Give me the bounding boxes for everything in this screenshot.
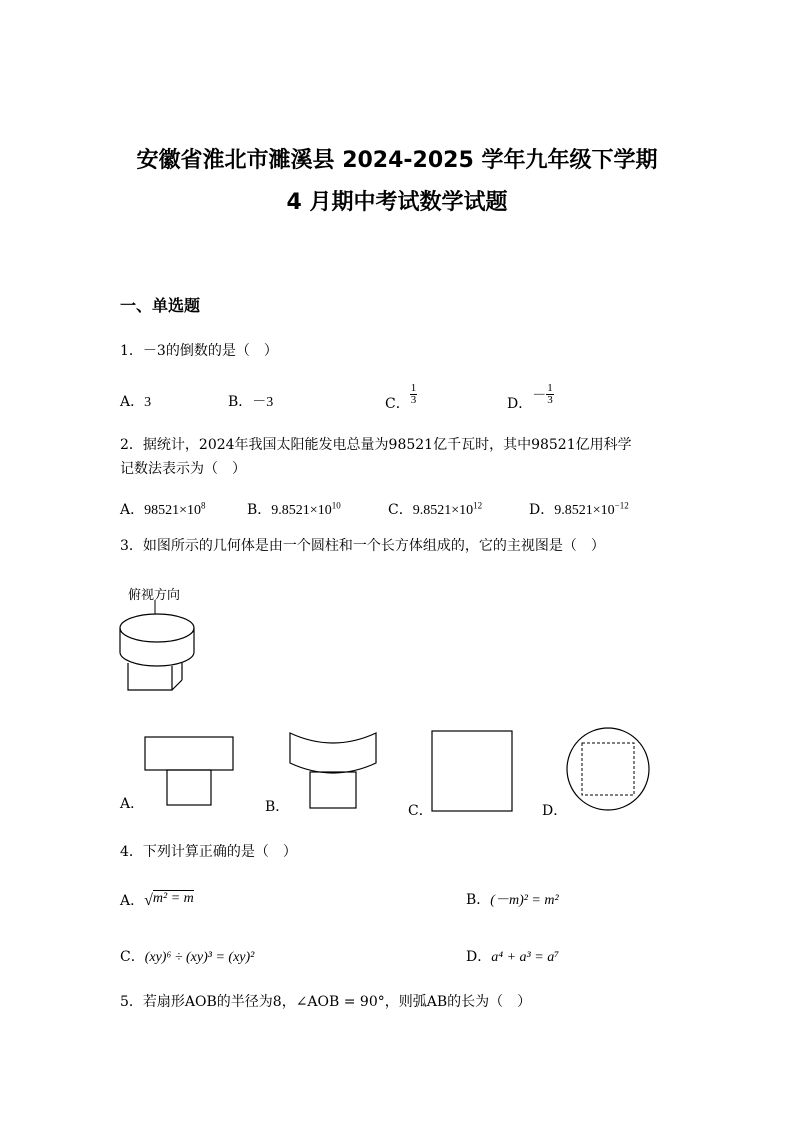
- q3-view-direction-label: 俯视方向: [128, 588, 181, 603]
- q2-option-b-exponent: 10: [331, 500, 341, 511]
- q4-option-c-label: C．: [120, 949, 145, 965]
- q4-option-b-label: B．: [466, 892, 491, 908]
- box-right-edge: [172, 680, 182, 690]
- q1-option-d-label: D．: [507, 395, 533, 412]
- question-2-stem-line2: 记数法表示为（ ）: [120, 461, 246, 477]
- box-front: [128, 663, 172, 690]
- q4-option-b: [466, 889, 559, 909]
- q3-option-b-bottom-rect: [310, 772, 356, 808]
- q3-option-c-label: C．: [408, 803, 433, 819]
- question-1-stem: 1．－3的倒数的是（ ）: [120, 343, 278, 359]
- question-5-stem: 5．若扇形AOB的半径为8，∠AOB = 90°，则弧AB的长为（ ）: [120, 994, 532, 1010]
- q3-option-d-circle: [567, 728, 649, 810]
- q3-option-a-top-rect: [145, 737, 233, 770]
- q1-option-a-label: A．: [120, 394, 145, 410]
- q2-option-b-base: 9.8521×10: [271, 503, 332, 518]
- q1-option-c-label: C．: [385, 395, 410, 412]
- q4-option-c-expr: (xy)⁶ ÷ (xy)³ = (xy)²: [144, 950, 255, 965]
- q4-option-a-label: A．: [120, 893, 145, 909]
- q4-option-d-label: D．: [466, 949, 492, 965]
- q3-option-d-label: D．: [542, 803, 568, 819]
- question-3-stem: 3．如图所示的几何体是由一个圆柱和一个长方体组成的，它的主视图是（ ）: [120, 538, 605, 554]
- q4-option-a: [120, 890, 194, 910]
- q3-option-a-label: A．: [120, 796, 145, 812]
- q2-option-b-label: B．: [247, 502, 272, 518]
- q1-option-b-text: －3: [252, 395, 274, 410]
- question-2-stem-line1: 2．据统计，2024年我国太阳能发电总量为98521亿千瓦时，其中98521亿用科学: [120, 437, 632, 453]
- q4-option-d: [466, 946, 559, 966]
- q1-option-d-denominator: 3: [547, 394, 553, 406]
- q2-option-d-exponent: −12: [614, 500, 629, 511]
- q3-option-a-bottom-rect: [167, 770, 211, 805]
- q3-option-c-square: [432, 731, 512, 811]
- section-heading-single-choice: 一、单选题: [120, 296, 201, 315]
- q4-option-c: [120, 946, 254, 966]
- q1-option-c-denominator: 3: [410, 394, 417, 406]
- q1-option-d-numerator: 1: [547, 382, 553, 394]
- q2-option-c-exponent: 12: [473, 500, 483, 511]
- exam-title-line1: 安徽省淮北市濉溪县 2024-2025 学年九年级下学期: [136, 148, 658, 173]
- q1-option-c-numerator: 1: [410, 382, 417, 394]
- q2-option-a-exponent: 8: [201, 500, 206, 511]
- q2-option-d-base: 9.8521×10: [554, 503, 615, 518]
- q4-option-b-expr: (－m)² = m²: [490, 893, 559, 908]
- q3-option-d-dashed-square: [582, 743, 634, 795]
- cylinder-top: [120, 614, 194, 642]
- q2-option-a-base: 98521×10: [144, 503, 202, 518]
- q2-option-a-label: A．: [120, 502, 145, 518]
- sqrt-sign-icon: √: [144, 892, 153, 909]
- q2-option-c-label: C．: [388, 502, 413, 518]
- q2-option-d-label: D．: [529, 502, 555, 518]
- q2-option-c-base: 9.8521×10: [412, 503, 474, 518]
- q3-option-b-curved-top: [290, 733, 376, 773]
- exam-title-line2: 4 月期中考试数学试题: [286, 190, 508, 215]
- q4-option-a-expr: m² = m: [152, 891, 194, 906]
- q1-option-a-text: 3: [144, 395, 152, 410]
- q1-option-b-label: B．: [228, 394, 253, 410]
- q4-option-d-expr: a⁴ + a³ = a⁷: [491, 950, 560, 965]
- cylinder-bottom-arc: [120, 652, 194, 666]
- q3-option-b-label: B．: [265, 799, 290, 815]
- question-4-stem: 4．下列计算正确的是（ ）: [120, 844, 297, 860]
- q1-option-d-sign: －: [532, 388, 547, 404]
